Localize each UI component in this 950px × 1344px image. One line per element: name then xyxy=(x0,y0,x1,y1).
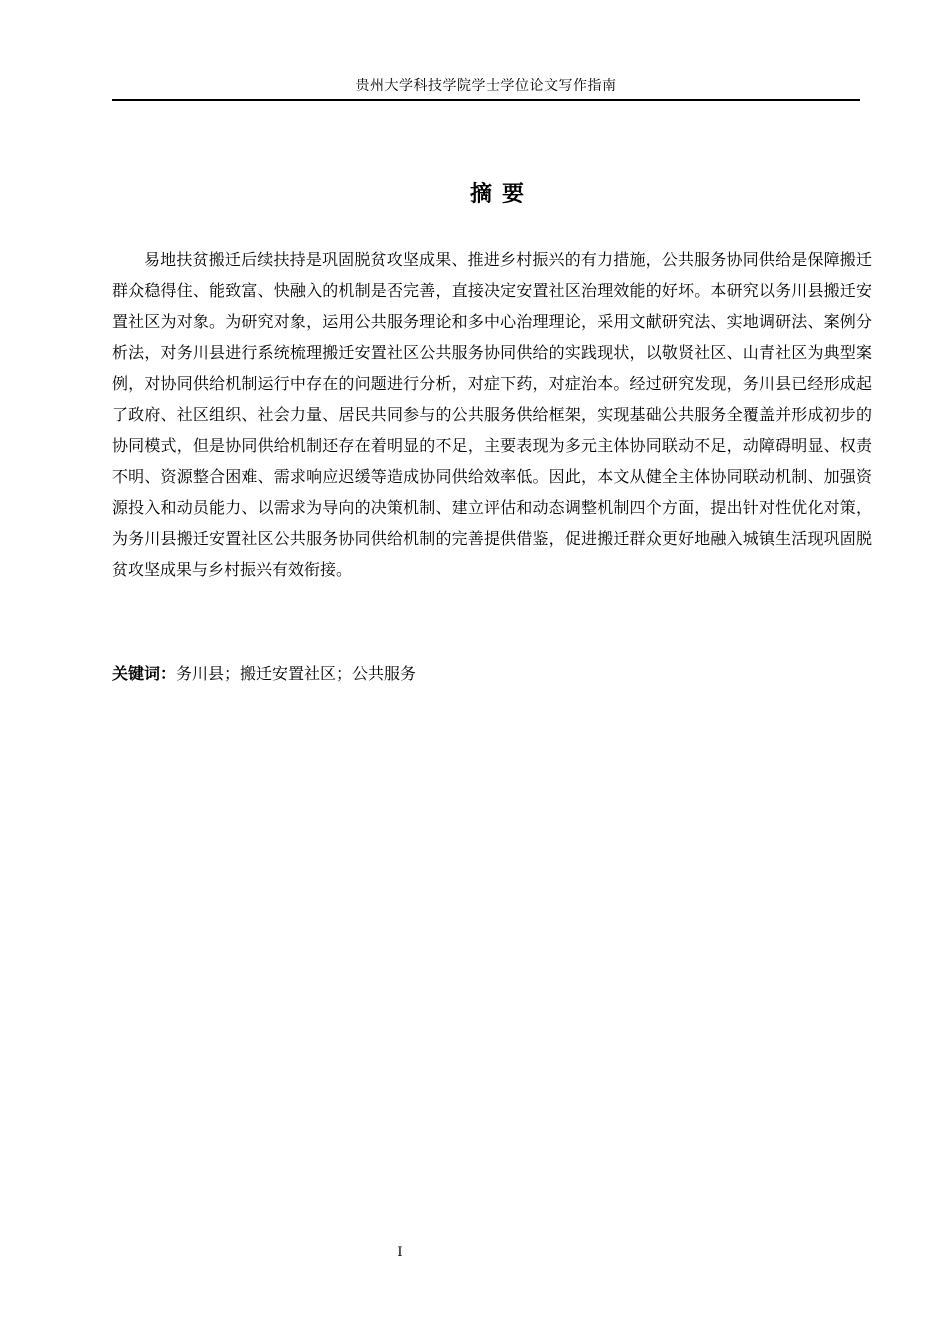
abstract-body: 易地扶贫搬迁后续扶持是巩固脱贫攻坚成果、推进乡村振兴的有力措施，公共服务协同供给是保障搬迁群众稳得住、能致富、快融入的机制是否完善，直接决定安置社区治理效能的好坏。本研究以务川县搬迁安置社区为对象。为研究对象，运用公共服务理论和多中心治理理论，采用文献研究法、实地调研法、案例分析法，对务川县进行系统梳理搬迁安置社区公共服务协同供给的实践现状，以敬贤社区、山青社区为典型案例，对协同供给机制运行中存在的问题进行分析，对症下药，对症治本。经过研究发现，务川县已经形成起了政府、社区组织、社会力量、居民共同参与的公共服务供给框架，实现基础公共服务全覆盖并形成初步的协同模式，但是协同供给机制还存在着明显的不足，主要表现为多元主体协同联动不足，动障碍明显、权责不明、资源整合困难、需求响应迟缓等造成协同供给效率低。因此，本文从健全主体协同联动机制、加强资源投入和动员能力、以需求为导向的决策机制、建立评估和动态调整机制四个方面，提出针对性优化对策，为务川县搬迁安置社区公共服务协同供给机制的完善提供借鉴，促进搬迁群众更好地融入城镇生活现巩固脱贫攻坚成果与乡村振兴有效衔接。 xyxy=(112,250,872,579)
abstract-title: 摘要 xyxy=(469,181,534,207)
header-rule xyxy=(112,99,860,101)
page-number: I xyxy=(397,1245,403,1260)
keywords-label: 关键词： xyxy=(112,664,177,683)
keywords-line xyxy=(112,660,872,688)
keywords-value: 务川县；搬迁安置社区；公共服务 xyxy=(176,664,417,683)
running-header: 贵州大学科技学院学士学位论文写作指南 xyxy=(355,78,617,94)
